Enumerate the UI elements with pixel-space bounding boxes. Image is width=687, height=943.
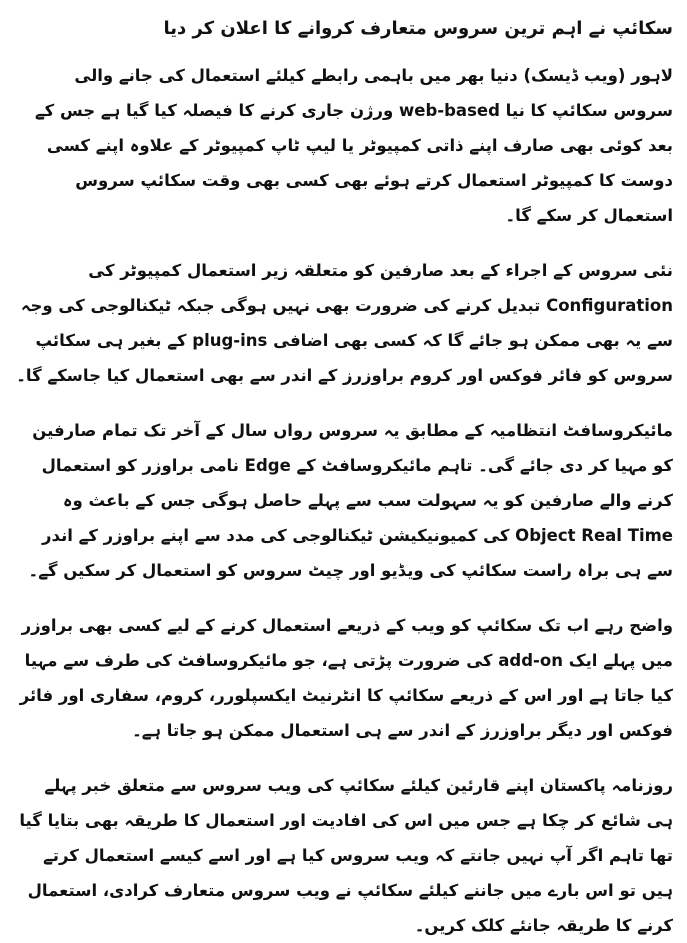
- article-headline: سکائپ نے اہم ترین سروس متعارف کروانے کا اعلان کر دیا: [163, 18, 673, 39]
- paragraph-5: روزنامہ پاکستان اپنے قارئین کیلئے سکائپ کی ویب سروس سے متعلق خبر پہلے ہی شائع کر چکا ہے جس میں اس کی افادیت اور استعمال کا طریقہ بھی بتایا گیا تھا تاہم اگر آپ نہیں جانتے کہ ویب سروس کیا ہے اور اسے کیسے استعمال کرتے ہیں تو اس بارے میں جاننے کیلئے سکائپ نے ویب سروس متعارف کرادی، استعمال کرنے کا طریقہ جانئے کلک کریں۔: [19, 776, 673, 935]
- article: [14, 14, 673, 943]
- paragraph-3: مائیکروسافٹ انتظامیہ کے مطابق یہ سروس رواں سال کے آخر تک تمام صارفین کو مہیا کر دی جائے گی۔ تاہم مائیکروسافٹ کے Edge نامی براوزر کو استعمال کرنے والے صارفین کو یہ سہولت سب سے پہلے حاصل ہوگی جس کے باعث وہ Object Real Time کی کمیونیکیشن ٹیکنالوجی کی مدد سے اپنے براوزر کے اندر سے ہی براہ راست سکائپ کی ویڈیو اور چیٹ سروس کو استعمال کر سکیں گے۔: [28, 421, 673, 580]
- paragraph-4: واضح رہے اب تک سکائپ کو ویب کے ذریعے استعمال کرنے کے لیے کسی بھی براوزر میں پہلے ایک add-on کی ضرورت پڑتی ہے، جو مائیکروسافٹ کی طرف سے مہیا کیا جاتا ہے اور اس کے ذریعے سکائپ کا انٹرنیٹ ایکسپلورر، کروم، سفاری اور فائر فوکس اور دیگر براوزرز کے اندر سے ہی استعمال ممکن ہو جاتا ہے۔: [19, 616, 673, 740]
- paragraph-1: لاہور (ویب ڈیسک) دنیا بھر میں باہمی رابطے کیلئے استعمال کی جانے والی سروس سکائپ کا نیا web-based ورژن جاری کرنے کا فیصلہ کیا گیا ہے جس کے بعد کوئی بھی صارف اپنے ذاتی کمپیوٹر یا لیپ ٹاپ کمپیوٹر کے علاوہ اپنے کسی دوست کا کمپیوٹر استعمال کرتے ہوئے بھی کسی بھی وقت سکائپ سروس استعمال کر سکے گا۔: [34, 66, 673, 225]
- paragraph-2: نئی سروس کے اجراء کے بعد صارفین کو متعلقہ زیر استعمال کمپیوٹر کی Configuration تبدیل کرنے کی ضرورت بھی نہیں ہوگی جبکہ ٹیکنالوجی کی وجہ سے یہ بھی ممکن ہو جائے گا کہ کسی بھی اضافی plug-ins کے بغیر ہی سکائپ سروس کو فائر فوکس اور کروم براوزرز کے اندر سے بھی استعمال کیا جاسکے گا۔: [16, 261, 673, 385]
